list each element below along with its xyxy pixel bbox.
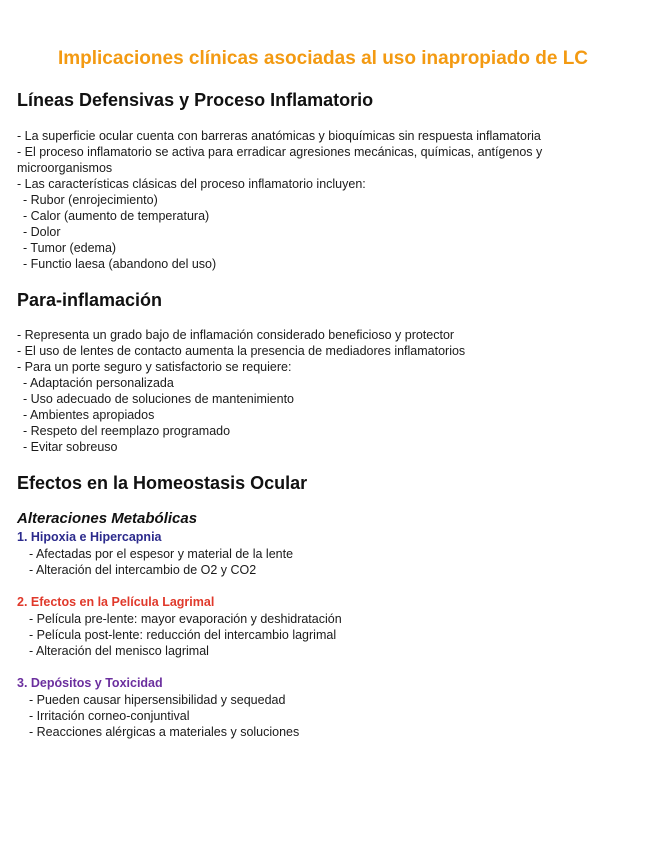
group-heading-tear-film: 2. Efectos en la Película Lagrimal xyxy=(17,595,215,609)
list-subitem: - Adaptación personalizada xyxy=(23,376,174,390)
list-subitem: - Reacciones alérgicas a materiales y soluciones xyxy=(29,725,300,739)
list-subitem: - Respeto del reemplazo programado xyxy=(23,424,231,438)
list-item: - Representa un grado bajo de inflamación considerado beneficioso y protector xyxy=(17,328,455,342)
list-subitem: - Dolor xyxy=(23,225,61,239)
list-item: - Para un porte seguro y satisfactorio se requiere: xyxy=(17,360,292,374)
list-item: - El uso de lentes de contacto aumenta la presencia de mediadores inflamatorios xyxy=(17,344,466,358)
list-subitem: - Calor (aumento de temperatura) xyxy=(23,209,210,223)
list-subitem: - Afectadas por el espesor y material de la lente xyxy=(29,547,294,561)
list-subitem: - Uso adecuado de soluciones de mantenimiento xyxy=(23,392,295,406)
section-heading-homeostasis: Efectos en la Homeostasis Ocular xyxy=(17,473,308,493)
section-heading-defensive-lines: Líneas Defensivas y Proceso Inflamatorio xyxy=(17,90,374,110)
list-subitem: - Película pre-lente: mayor evaporación y deshidratación xyxy=(29,612,342,626)
para-inflammation-list xyxy=(17,327,628,455)
list-item: - Las características clásicas del proceso inflamatorio incluyen: xyxy=(17,177,366,191)
list-subitem: - Película post-lente: reducción del intercambio lagrimal xyxy=(29,628,337,642)
deposits-list xyxy=(17,692,628,740)
document-title: Implicaciones clínicas asociadas al uso inapropiado de LC xyxy=(57,48,589,69)
list-subitem: - Alteración del menisco lagrimal xyxy=(29,644,209,658)
list-subitem: - Alteración del intercambio de O2 y CO2 xyxy=(29,563,257,577)
tear-film-list xyxy=(17,611,628,659)
list-subitem: - Functio laesa (abandono del uso) xyxy=(23,257,217,271)
group-heading-hypoxia: 1. Hipoxia e Hipercapnia xyxy=(17,530,162,544)
group-heading-deposits: 3. Depósitos y Toxicidad xyxy=(17,676,163,690)
list-item: microorganismos xyxy=(17,161,113,175)
list-subitem: - Irritación corneo-conjuntival xyxy=(29,709,190,723)
subheading-metabolic-alterations: Alteraciones Metabólicas xyxy=(17,510,198,527)
hypoxia-list xyxy=(17,546,628,578)
section-heading-para-inflammation: Para-inflamación xyxy=(17,290,163,310)
list-subitem: - Rubor (enrojecimiento) xyxy=(23,193,158,207)
list-subitem: - Evitar sobreuso xyxy=(23,440,118,454)
list-subitem: - Tumor (edema) xyxy=(23,241,117,255)
list-subitem: - Pueden causar hipersensibilidad y sequedad xyxy=(29,693,286,707)
list-subitem: - Ambientes apropiados xyxy=(23,408,155,422)
list-item: - La superficie ocular cuenta con barreras anatómicas y bioquímicas sin respuesta inflamatoria xyxy=(17,129,541,143)
list-item: - El proceso inflamatorio se activa para erradicar agresiones mecánicas, químicas, antígenos y xyxy=(17,145,543,159)
defensive-lines-list xyxy=(17,128,628,272)
